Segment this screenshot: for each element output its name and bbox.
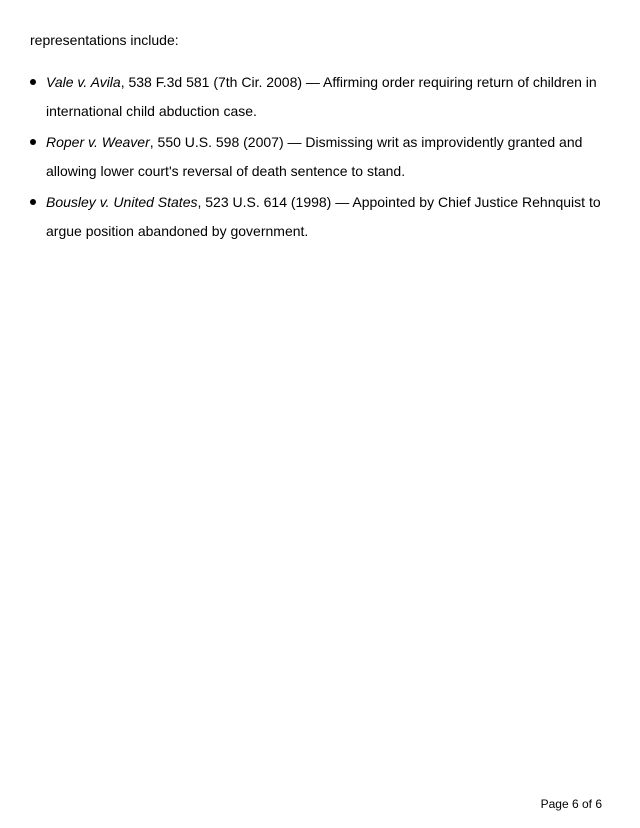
case-citation: , 538 F.3d 581 (7th Cir. 2008) — Affirming order requiring return of children in international child abduction case. [46, 74, 597, 119]
case-name: Vale v. Avila [46, 74, 121, 90]
bullet-icon [30, 199, 36, 205]
case-name: Bousley v. United States [46, 194, 198, 210]
bullet-icon [30, 79, 36, 85]
case-citation: , 523 U.S. 614 (1998) — Appointed by Chief Justice Rehnquist to argue position abandoned by government. [46, 194, 601, 239]
list-item [30, 68, 602, 126]
case-list [30, 68, 602, 248]
case-citation: , 550 U.S. 598 (2007) — Dismissing writ as improvidently granted and allowing lower court's reversal of death sentence to stand. [46, 134, 583, 179]
intro-text: representations include: [30, 32, 179, 48]
list-item [30, 188, 602, 246]
list-item [30, 128, 602, 186]
case-name: Roper v. Weaver [46, 134, 150, 150]
page-number: Page 6 of 6 [540, 797, 602, 811]
bullet-icon [30, 139, 36, 145]
